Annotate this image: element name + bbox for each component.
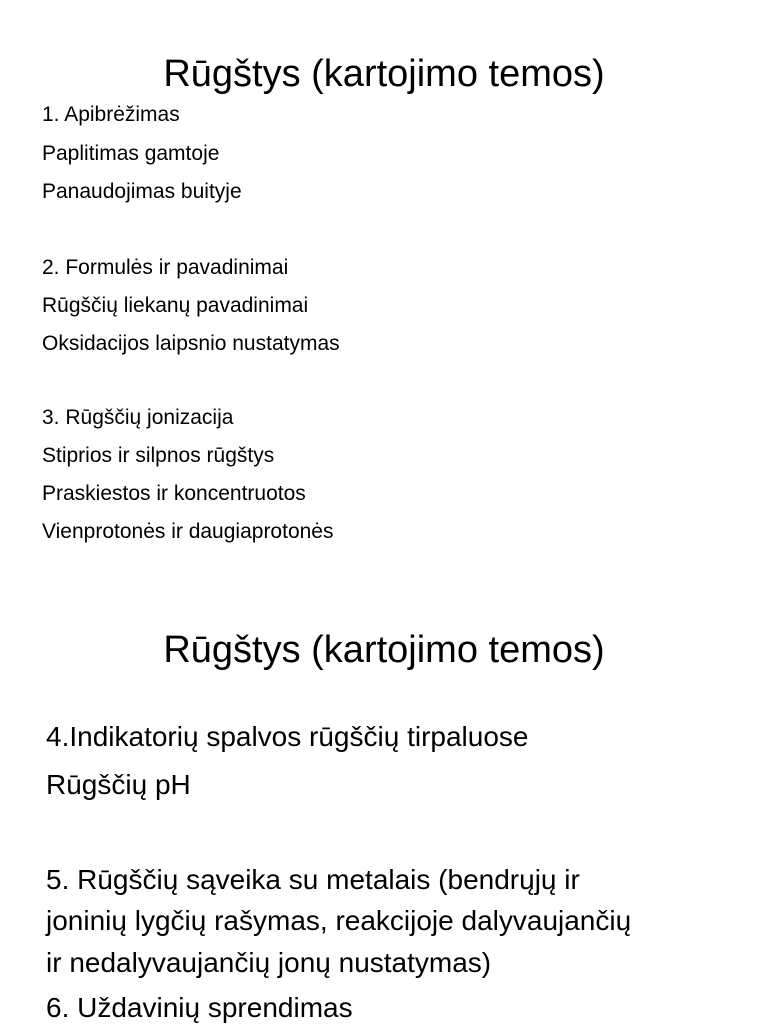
topic-item: Vienprotonės ir daugiaprotonės (42, 520, 334, 543)
topic-item: 5. Rūgščių sąveika su metalais (bendrųjų ir (46, 864, 580, 895)
slide-2 (0, 590, 768, 1024)
topic-item: Rūgščių liekanų pavadinimai (42, 294, 309, 317)
topic-item: joninių lygčių rašymas, reakcijoje dalyvaujančių (46, 905, 632, 936)
topic-item: Praskiestos ir koncentruotos (42, 482, 306, 505)
topic-item: Paplitimas gamtoje (42, 142, 220, 165)
topic-item: 6. Uždavinių sprendimas (46, 992, 353, 1023)
topic-item: Oksidacijos laipsnio nustatymas (42, 332, 340, 355)
slide-2-title: Rūgštys (kartojimo temos) (163, 629, 605, 671)
topic-item: 2. Formulės ir pavadinimai (42, 256, 289, 279)
topic-item: Panaudojimas buityje (42, 180, 242, 203)
topic-item: 4.Indikatorių spalvos rūgščių tirpaluose (46, 721, 529, 752)
topic-item: Stiprios ir silpnos rūgštys (42, 444, 275, 467)
slide-1-title: Rūgštys (kartojimo temos) (163, 53, 605, 95)
topic-item: ir nedalyvaujančių jonų nustatymas) (46, 947, 492, 978)
topic-item: 1. Apibrėžimas (42, 103, 180, 126)
topic-item: Rūgščių pH (46, 769, 191, 800)
topic-item: 3. Rūgščių jonizacija (42, 406, 234, 429)
